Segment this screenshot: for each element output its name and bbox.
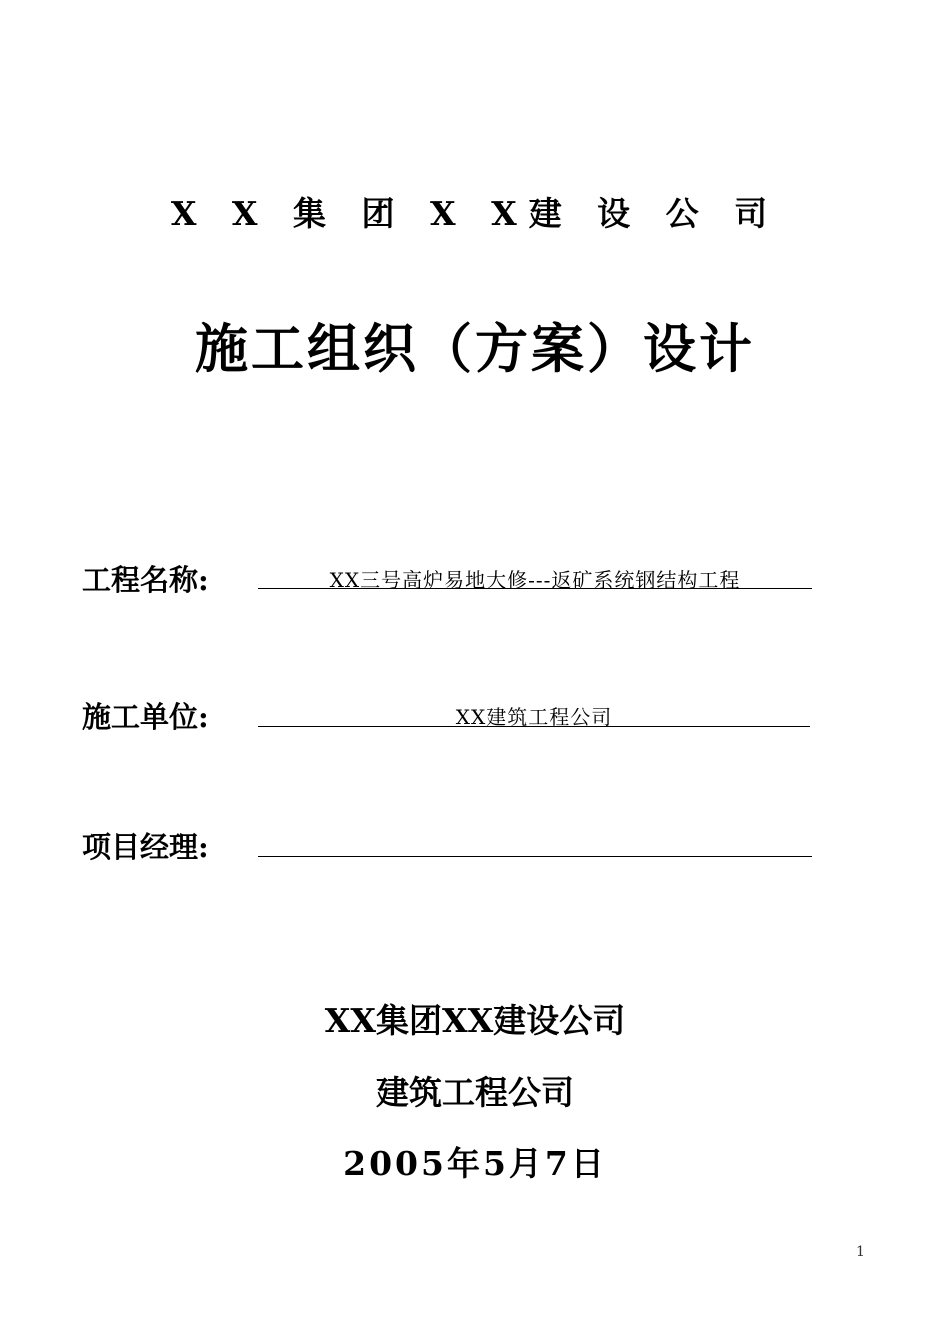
page-number: 1 (856, 1244, 865, 1260)
company-header: X X 集 团 X X建 设 公 司 (170, 194, 780, 233)
project-name-value: XX三号高炉易地大修---返矿系统钢结构工程 (329, 568, 741, 592)
footer-date: 2005年5月7日 (343, 1144, 607, 1183)
project-name-underline (258, 588, 812, 589)
construction-unit-label: 施工单位: (82, 700, 209, 734)
project-name-label: 工程名称: (82, 563, 209, 597)
footer-company: XX集团XX建设公司 (324, 1001, 626, 1040)
footer-subcompany: 建筑工程公司 (376, 1073, 574, 1112)
project-manager-underline (258, 856, 812, 857)
construction-unit-value: XX建筑工程公司 (455, 705, 613, 729)
project-manager-label: 项目经理: (82, 830, 209, 864)
document-title: 施工组织（方案）设计 (195, 318, 755, 380)
construction-unit-underline (258, 726, 810, 727)
